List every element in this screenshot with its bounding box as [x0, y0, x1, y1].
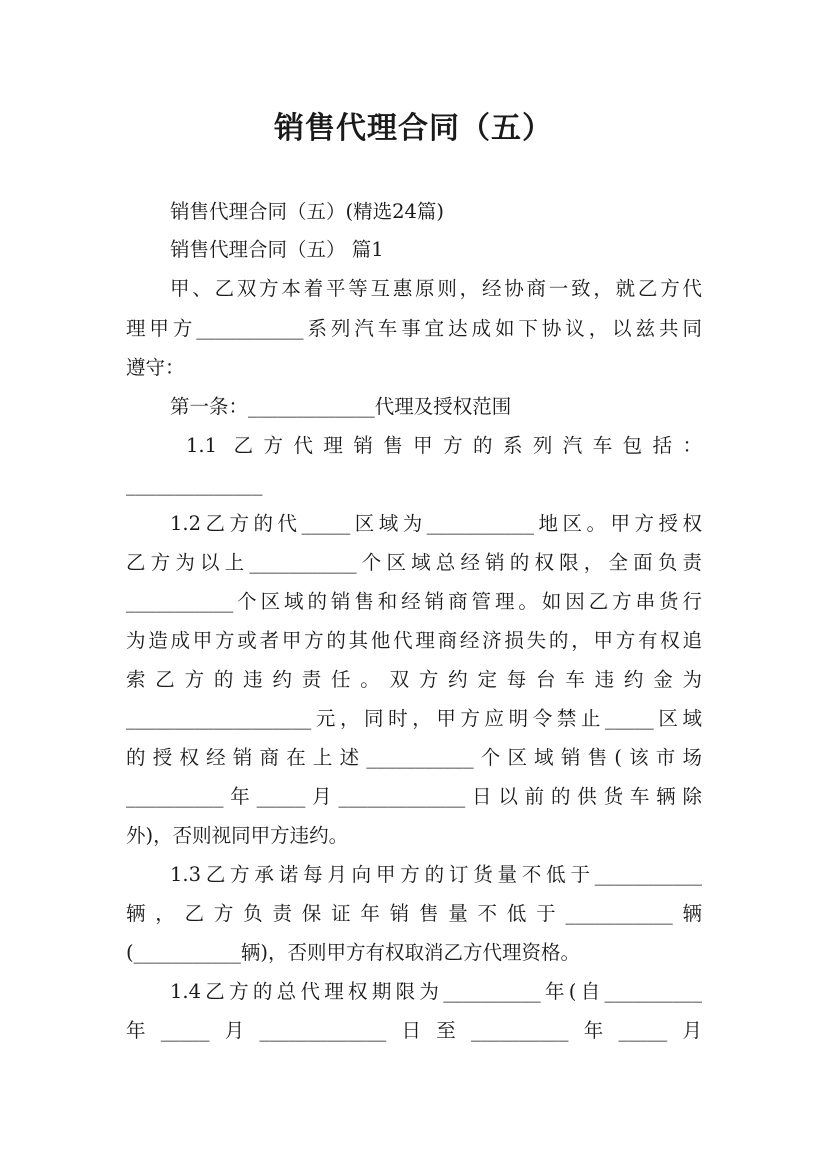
clause-line: 的授权经销商在上述___________个区域销售(该市场	[126, 746, 702, 769]
clause-line: (___________辆)，否则甲方有权取消乙方代理资格。	[126, 941, 580, 964]
paragraph-line: 甲、乙双方本着平等互惠原则，经协商一致，就乙方代	[170, 277, 702, 300]
clause-line: 1.1 乙方代理销售甲方的系列汽车包括：	[186, 434, 702, 457]
article-heading: 第一条：_____________代理及授权范围	[170, 395, 512, 418]
subtitle-line: 销售代理合同（五）(精选24篇)	[170, 200, 445, 223]
clause-line: __________年_____月_____________日以前的供货车辆除	[126, 785, 702, 808]
clause-line: 索乙方的违约责任。双方约定每台车违约金为	[126, 668, 702, 691]
paragraph-line: 理甲方___________系列汽车事宜达成如下协议，以兹共同	[126, 317, 702, 340]
clause-line: 辆，乙方负责保证年销售量不低于___________辆	[126, 902, 702, 925]
clause-line: 1.4乙方的总代理权期限为__________年(自__________	[170, 980, 702, 1003]
clause-line: 外)，否则视同甲方违约。	[126, 824, 349, 847]
blank-line: ______________	[126, 473, 263, 496]
clause-line: 1.3乙方承诺每月向甲方的订货量不低于___________	[170, 863, 702, 886]
clause-line: 年_____月_____________日至__________年_____月	[126, 1019, 702, 1042]
document-title: 销售代理合同（五）	[274, 111, 553, 146]
section-heading: 销售代理合同（五） 篇1	[170, 238, 384, 261]
clause-line: 乙方为以上___________个区域总经销的权限，全面负责	[126, 551, 702, 574]
clause-line: 1.2乙方的代_____区域为___________地区。甲方授权	[170, 512, 702, 535]
clause-line: ___________________元，同时，甲方应明令禁止_____区域	[126, 707, 702, 730]
clause-line: ___________个区域的销售和经销商管理。如因乙方串货行	[126, 590, 702, 613]
paragraph-line: 遵守：	[126, 356, 185, 379]
clause-line: 为造成甲方或者甲方的其他代理商经济损失的，甲方有权追	[126, 629, 702, 652]
